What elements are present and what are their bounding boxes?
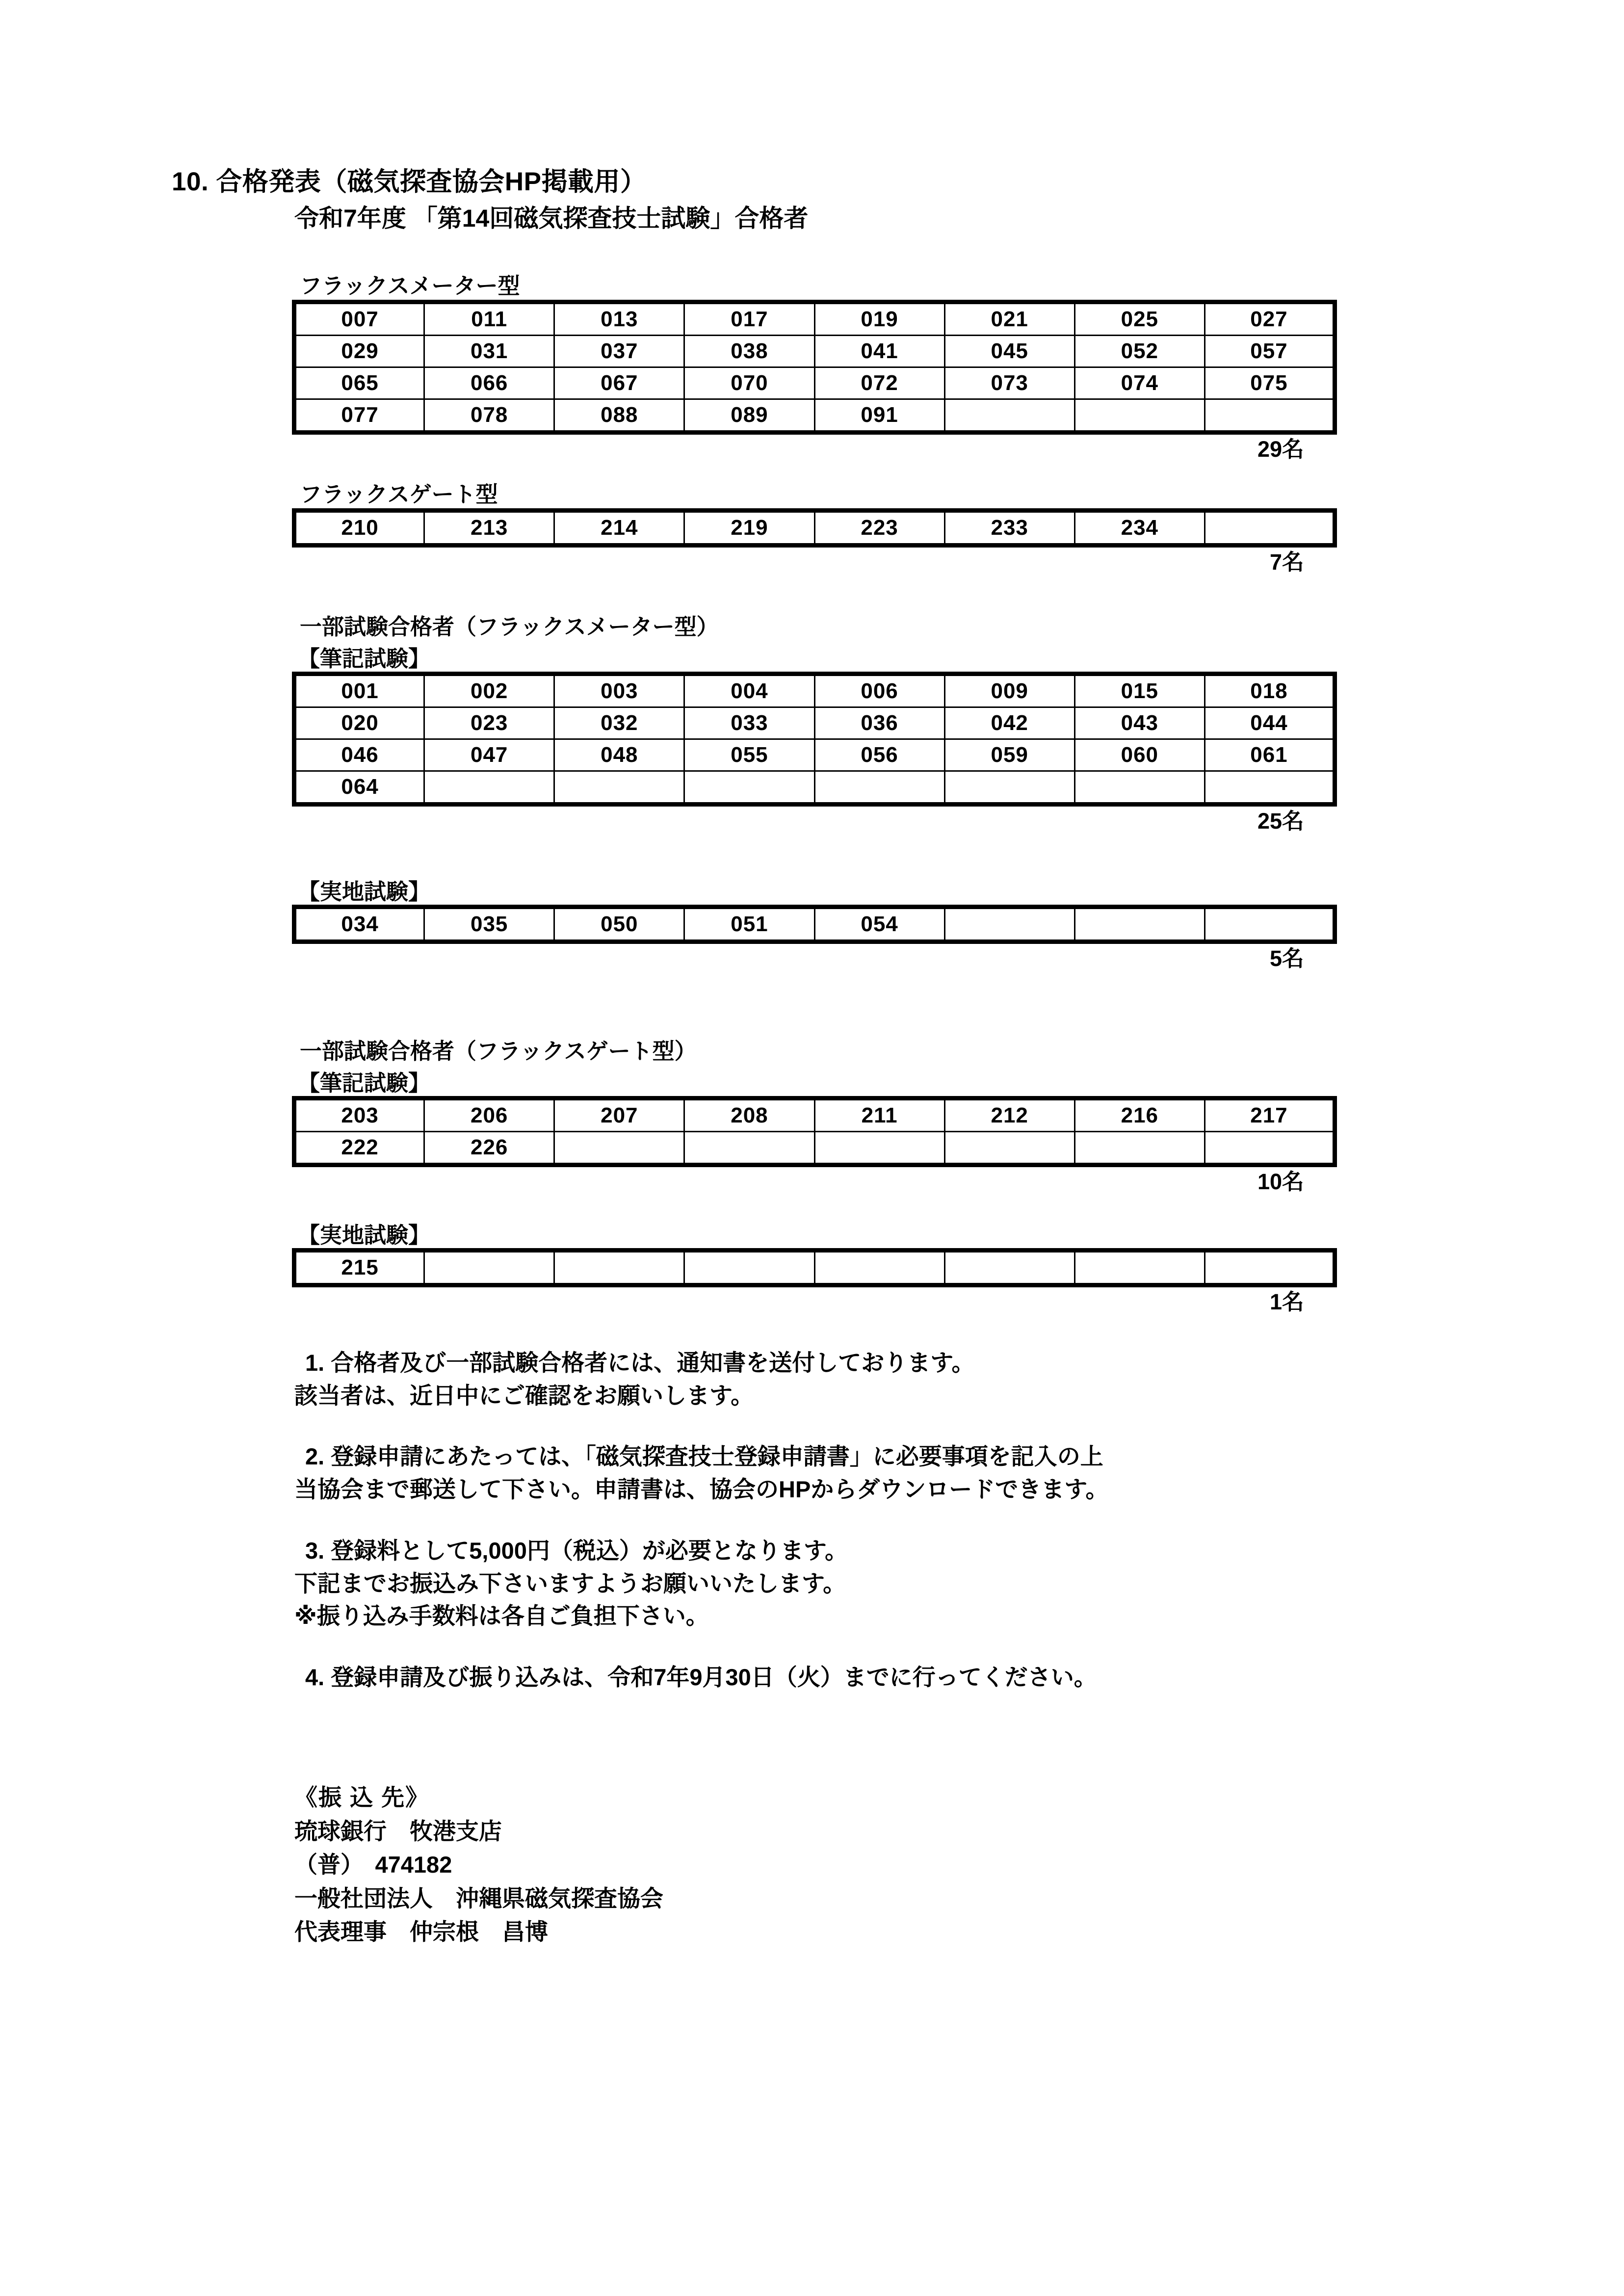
table-cell	[424, 771, 554, 805]
table-cell: 212	[944, 1098, 1074, 1132]
table-cell: 036	[814, 707, 944, 739]
table-cell: 048	[554, 739, 684, 771]
table-row	[294, 907, 1335, 942]
table-row	[294, 707, 1335, 739]
table-cell: 054	[814, 907, 944, 942]
table-cell: 045	[944, 336, 1074, 367]
table-cell: 031	[424, 336, 554, 367]
table-cell: 226	[424, 1132, 554, 1165]
table-cell	[1074, 1251, 1205, 1285]
count-label: 25名	[1257, 809, 1304, 834]
table-cell	[944, 1251, 1074, 1285]
table-cell: 060	[1074, 739, 1205, 771]
table-cell: 046	[294, 739, 424, 771]
table-cell: 011	[424, 302, 554, 336]
table-cell	[814, 1251, 944, 1285]
table-row	[294, 1098, 1335, 1132]
table-cell: 052	[1074, 336, 1205, 367]
table-cell: 072	[814, 367, 944, 399]
candidate-number-table	[292, 672, 1337, 807]
table-cell: 043	[1074, 707, 1205, 739]
table-cell: 044	[1205, 707, 1335, 739]
table-cell: 216	[1074, 1098, 1205, 1132]
table-cell: 001	[294, 674, 424, 707]
count-label: 7名	[1269, 549, 1304, 574]
table-cell: 210	[294, 511, 424, 546]
table-cell	[684, 771, 814, 805]
table-cell: 064	[294, 771, 424, 805]
bank-transfer-details	[294, 1781, 1276, 1949]
notes-list	[294, 1347, 1472, 1722]
table-cell	[554, 771, 684, 805]
table-cell: 041	[814, 336, 944, 367]
table-cell: 211	[814, 1098, 944, 1132]
table-cell: 017	[684, 302, 814, 336]
table-cell: 047	[424, 739, 554, 771]
note-line: 下記までお振込み下さいますようお願いいたします。	[294, 1570, 846, 1596]
table-cell: 018	[1205, 674, 1335, 707]
table-row	[294, 771, 1335, 805]
table-cell	[554, 1251, 684, 1285]
table-cell: 073	[944, 367, 1074, 399]
table-cell	[1074, 1132, 1205, 1165]
section-group-title: 一部試験合格者（フラックスゲート型）	[300, 1039, 697, 1064]
table-cell	[1205, 399, 1335, 433]
table-cell	[1074, 399, 1205, 433]
section-caption: 【筆記試験】	[298, 646, 431, 671]
document-header	[172, 167, 1447, 234]
table-cell: 066	[424, 367, 554, 399]
table-cell: 034	[294, 907, 424, 942]
table-cell: 050	[554, 907, 684, 942]
section-caption: 【実地試験】	[298, 879, 431, 904]
section-fluxgate-pass	[292, 483, 1339, 574]
note-item-1	[294, 1347, 1472, 1412]
note-line: 当協会まで郵送して下さい。申請書は、協会のHPからダウンロードできます。	[294, 1476, 1109, 1503]
section-partial-fluxgate-practical	[292, 1224, 1339, 1313]
table-cell: 067	[554, 367, 684, 399]
table-row	[294, 674, 1335, 707]
table-cell: 023	[424, 707, 554, 739]
count-label: 1名	[1269, 1289, 1304, 1314]
note-line: 2. 登録申請にあたっては、「磁気探査技士登録申請書」に必要事項を記入の上	[305, 1443, 1103, 1470]
table-row	[294, 511, 1335, 546]
table-cell	[1205, 1251, 1335, 1285]
note-item-2	[294, 1440, 1472, 1506]
note-line: ※振り込み手数料は各自ご負担下さい。	[294, 1603, 709, 1629]
table-cell: 013	[554, 302, 684, 336]
table-cell	[424, 1251, 554, 1285]
bank-section-heading: 《振 込 先》	[294, 1784, 430, 1810]
table-cell: 051	[684, 907, 814, 942]
table-cell: 055	[684, 739, 814, 771]
table-cell: 219	[684, 511, 814, 546]
table-cell: 233	[944, 511, 1074, 546]
note-line: 該当者は、近日中にご確認をお願いします。	[294, 1382, 754, 1409]
table-row	[294, 1251, 1335, 1285]
page-subtitle: 令和7年度 「第14回磁気探査技士試験」合格者	[294, 204, 809, 232]
table-cell: 003	[554, 674, 684, 707]
candidate-number-table	[292, 1096, 1337, 1167]
table-cell: 078	[424, 399, 554, 433]
section-group-title: 一部試験合格者（フラックスメーター型）	[300, 614, 719, 639]
count-label: 10名	[1257, 1169, 1304, 1194]
section-caption: フラックスゲート型	[300, 482, 498, 507]
table-cell	[1074, 907, 1205, 942]
table-cell: 038	[684, 336, 814, 367]
table-cell: 203	[294, 1098, 424, 1132]
table-cell: 075	[1205, 367, 1335, 399]
table-cell	[1205, 1132, 1335, 1165]
section-partial-fluxmeter-written	[292, 616, 1339, 833]
table-cell: 208	[684, 1098, 814, 1132]
table-cell	[944, 771, 1074, 805]
table-cell: 213	[424, 511, 554, 546]
table-cell: 206	[424, 1098, 554, 1132]
candidate-number-table	[292, 1248, 1337, 1287]
table-cell	[1205, 907, 1335, 942]
count-label: 5名	[1269, 946, 1304, 971]
table-cell	[684, 1251, 814, 1285]
table-cell: 002	[424, 674, 554, 707]
table-cell	[944, 1132, 1074, 1165]
table-cell: 234	[1074, 511, 1205, 546]
table-row	[294, 336, 1335, 367]
table-cell: 059	[944, 739, 1074, 771]
table-cell: 029	[294, 336, 424, 367]
candidate-number-table	[292, 905, 1337, 944]
bank-account-number: （普） 474182	[294, 1852, 452, 1878]
table-cell: 077	[294, 399, 424, 433]
table-row	[294, 399, 1335, 433]
section-caption: 【実地試験】	[298, 1223, 431, 1248]
table-cell	[1074, 771, 1205, 805]
table-cell: 061	[1205, 739, 1335, 771]
table-cell: 207	[554, 1098, 684, 1132]
section-partial-fluxgate-written	[292, 1040, 1339, 1193]
note-item-4	[294, 1661, 1472, 1694]
table-cell	[684, 1132, 814, 1165]
candidate-number-table	[292, 300, 1337, 435]
table-row	[294, 367, 1335, 399]
table-cell: 032	[554, 707, 684, 739]
table-cell	[944, 907, 1074, 942]
table-cell: 215	[294, 1251, 424, 1285]
table-cell: 006	[814, 674, 944, 707]
table-cell: 009	[944, 674, 1074, 707]
table-cell: 070	[684, 367, 814, 399]
table-cell	[944, 399, 1074, 433]
section-fluxmeter-pass	[292, 275, 1339, 461]
table-cell: 004	[684, 674, 814, 707]
page-title: 10. 合格発表（磁気探査協会HP掲載用）	[172, 167, 647, 196]
table-cell: 015	[1074, 674, 1205, 707]
table-cell: 042	[944, 707, 1074, 739]
table-cell: 214	[554, 511, 684, 546]
note-item-3	[294, 1535, 1472, 1633]
section-caption: 【筆記試験】	[298, 1070, 431, 1096]
table-cell: 088	[554, 399, 684, 433]
section-caption: フラックスメーター型	[300, 273, 520, 298]
table-cell: 019	[814, 302, 944, 336]
table-cell: 217	[1205, 1098, 1335, 1132]
bank-name-branch: 琉球銀行 牧港支店	[294, 1818, 502, 1844]
table-cell: 007	[294, 302, 424, 336]
table-cell: 037	[554, 336, 684, 367]
table-cell: 089	[684, 399, 814, 433]
table-cell: 057	[1205, 336, 1335, 367]
table-cell	[814, 771, 944, 805]
table-row	[294, 1132, 1335, 1165]
note-line: 1. 合格者及び一部試験合格者には、通知書を送付しております。	[305, 1350, 975, 1376]
table-cell: 021	[944, 302, 1074, 336]
table-cell: 025	[1074, 302, 1205, 336]
table-cell	[554, 1132, 684, 1165]
table-cell: 027	[1205, 302, 1335, 336]
bank-account-org: 一般社団法人 沖縄県磁気探査協会	[294, 1885, 663, 1911]
note-line: 3. 登録料として5,000円（税込）が必要となります。	[305, 1537, 848, 1564]
candidate-number-table	[292, 508, 1337, 548]
note-line: 4. 登録申請及び振り込みは、令和7年9月30日（火）までに行ってください。	[305, 1664, 1097, 1691]
section-partial-fluxmeter-practical	[292, 881, 1339, 970]
table-cell: 223	[814, 511, 944, 546]
table-cell: 065	[294, 367, 424, 399]
table-cell	[1205, 511, 1335, 546]
table-row	[294, 739, 1335, 771]
table-cell: 035	[424, 907, 554, 942]
table-cell: 033	[684, 707, 814, 739]
table-cell: 056	[814, 739, 944, 771]
table-cell: 074	[1074, 367, 1205, 399]
table-row	[294, 302, 1335, 336]
table-cell: 222	[294, 1132, 424, 1165]
table-cell: 020	[294, 707, 424, 739]
table-cell	[814, 1132, 944, 1165]
bank-account-representative: 代表理事 仲宗根 昌博	[294, 1919, 548, 1945]
table-cell	[1205, 771, 1335, 805]
table-cell: 091	[814, 399, 944, 433]
count-label: 29名	[1257, 437, 1304, 462]
